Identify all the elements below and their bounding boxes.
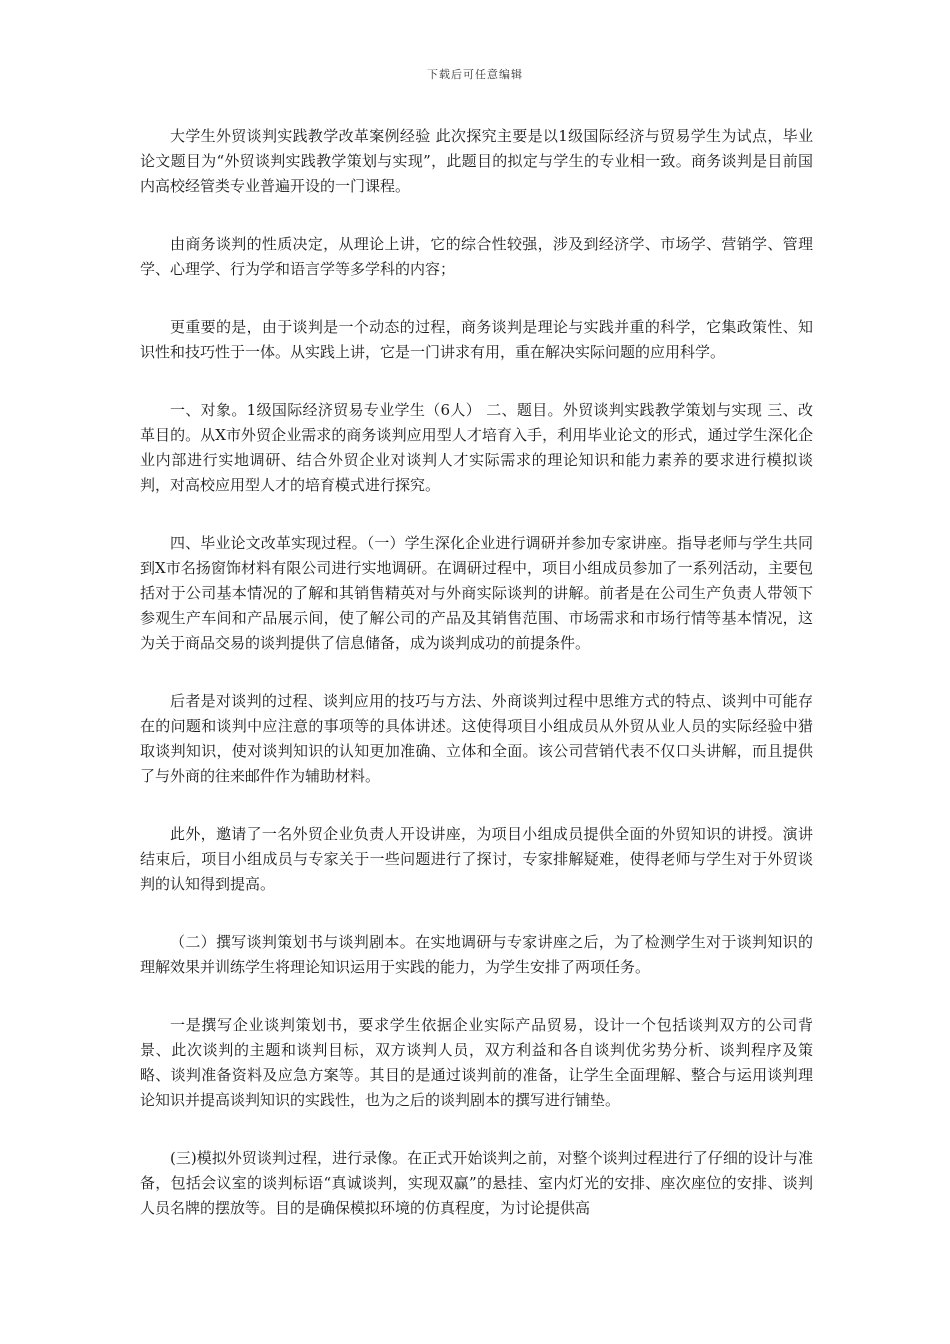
paragraph: 一、对象。1级国际经济贸易专业学生（6人） 二、题目。外贸谈判实践教学策划与实现 三、改革目的。从X市外贸企业需求的商务谈判应用型人才培育入手，利用毕业论文的形式，通过学生深化企业内部进行实地调研、结合外贸企业对谈判人才实际需求的理论知识和能力素养的要求进行模拟谈判，对高校应用型人才的培育模式进行探究。 bbox=[140, 401, 813, 494]
paragraph: 四、毕业论文改革实现过程。（一）学生深化企业进行调研并参加专家讲座。指导老师与学生共同到X市名扬窗饰材料有限公司进行实地调研。在调研过程中，项目小组成员参加了一系列活动，主要包括对于公司基本情况的了解和其销售精英对与外商实际谈判的讲解。前者是在公司生产负责人带领下参观生产车间和产品展示间，使了解公司的产品及其销售范围、市场需求和市场行情等基本情况，这为关于商品交易的谈判提供了信息储备，成为谈判成功的前提条件。 bbox=[140, 534, 813, 652]
paragraph: 此外，邀请了一名外贸企业负责人开设讲座，为项目小组成员提供全面的外贸知识的讲授。演讲结束后，项目小组成员与专家关于一些问题进行了探讨，专家排解疑难，使得老师与学生对于外贸谈判的认知得到提高。 bbox=[140, 825, 813, 893]
paragraph: 一是撰写企业谈判策划书，要求学生依据企业实际产品贸易，设计一个包括谈判双方的公司背景、此次谈判的主题和谈判目标，双方谈判人员，双方利益和各自谈判优劣势分析、谈判程序及策略、谈判准备资料及应急方案等。其目的是通过谈判前的准备，让学生全面理解、整合与运用谈判理论知识并提高谈判知识的实践性，也为之后的谈判剧本的撰写进行铺垫。 bbox=[140, 1016, 813, 1109]
paragraph: 更重要的是，由于谈判是一个动态的过程，商务谈判是理论与实践并重的科学，它集政策性、知识性和技巧性于一体。从实践上讲，它是一门讲求有用，重在解决实际问题的应用科学。 bbox=[140, 318, 813, 361]
paragraph: 由商务谈判的性质决定，从理论上讲，它的综合性较强，涉及到经济学、市场学、营销学、管理学、心理学、行为学和语言学等多学科的内容； bbox=[140, 235, 813, 278]
header-note: 下载后可任意编辑 bbox=[427, 68, 523, 81]
document-body bbox=[140, 124, 813, 1254]
paragraph: (三)模拟外贸谈判过程，进行录像。在正式开始谈判之前，对整个谈判过程进行了仔细的设计与准备，包括会议室的谈判标语“真诚谈判，实现双赢”的悬挂、室内灯光的安排、座次座位的安排、谈判人员名牌的摆放等。目的是确保模拟环境的仿真程度，为讨论提供高 bbox=[140, 1149, 813, 1217]
paragraph: 后者是对谈判的过程、谈判应用的技巧与方法、外商谈判过程中思维方式的特点、谈判中可能存在的问题和谈判中应注意的事项等的具体讲述。这使得项目小组成员从外贸从业人员的实际经验中猎取谈判知识，使对谈判知识的认知更加准确、立体和全面。该公司营销代表不仅口头讲解，而且提供了与外商的往来邮件作为辅助材料。 bbox=[140, 692, 813, 785]
paragraph: 大学生外贸谈判实践教学改革案例经验 此次探究主要是以1级国际经济与贸易学生为试点，毕业论文题目为“外贸谈判实践教学策划与实现”，此题目的拟定与学生的专业相一致。商务谈判是目前国内高校经管类专业普遍开设的一门课程。 bbox=[140, 127, 813, 195]
paragraph: （二）撰写谈判策划书与谈判剧本。在实地调研与专家讲座之后，为了检测学生对于谈判知识的理解效果并训练学生将理论知识运用于实践的能力，为学生安排了两项任务。 bbox=[140, 933, 813, 976]
